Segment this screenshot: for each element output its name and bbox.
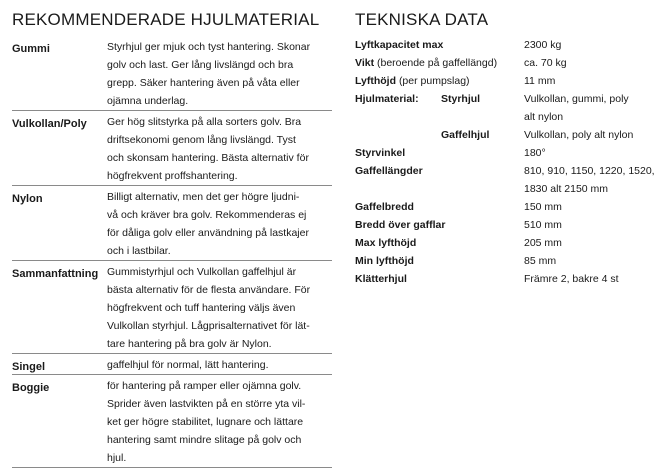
- spec-label: [355, 36, 443, 54]
- spec-value-line: 2300 kg: [524, 39, 562, 51]
- spec-value-line: 510 mm: [524, 219, 562, 231]
- spec-label: [355, 252, 414, 270]
- material-description: [107, 263, 332, 353]
- description-line: gaffelhjul för normal, lätt hantering.: [107, 359, 269, 371]
- spec-label-note: (beroende på gaffellängd): [377, 57, 498, 69]
- spec-value: [524, 234, 562, 252]
- material-term: Singel: [12, 361, 46, 373]
- material-description: [107, 356, 332, 374]
- section-title: TEKNISKA DATA: [355, 10, 489, 29]
- spec-value-line: 85 mm: [524, 255, 557, 267]
- spec-label-text: Lyftkapacitet max: [355, 39, 444, 51]
- spec-label-text: Vikt: [355, 57, 375, 69]
- description-line: tare hantering på bra golv är Nylon.: [107, 338, 272, 350]
- spec-label-note: (per pumpslag): [398, 75, 470, 87]
- spec-label: [355, 270, 407, 288]
- spec-row: [355, 54, 660, 72]
- spec-row: [355, 162, 660, 198]
- spec-value: [524, 270, 619, 288]
- spec-value: [524, 216, 562, 234]
- spec-value-line: ca. 70 kg: [524, 57, 567, 69]
- spec-label: [355, 198, 414, 216]
- description-line: Vulkollan styrhjul. Lågprisalternativet för lät-: [107, 320, 310, 332]
- description-line: hantering samt mindre slitage på golv och: [107, 434, 302, 446]
- spec-row: [355, 144, 660, 162]
- description-line: Ger hög slitstyrka på alla sorters golv. Bra: [107, 116, 302, 128]
- material-description: [107, 113, 332, 185]
- spec-value: [524, 126, 633, 144]
- spec-label: [355, 162, 423, 180]
- spec-value: [524, 72, 555, 90]
- technical-data-list: [355, 36, 660, 288]
- description-line: hjul.: [107, 452, 127, 464]
- spec-sublabel: Gaffelhjul: [441, 129, 490, 141]
- spec-label-text: Bredd över gafflar: [355, 219, 446, 231]
- wheel-material-list: [12, 36, 332, 468]
- spec-row: [355, 234, 660, 252]
- spec-value-line: Vulkollan, poly alt nylon: [524, 129, 634, 141]
- spec-value-line: alt nylon: [524, 111, 564, 123]
- spec-value-line: 1830 alt 2150 mm: [524, 183, 609, 195]
- spec-row: [355, 126, 660, 144]
- spec-value-line: Främre 2, bakre 4 st: [524, 273, 619, 285]
- spec-value: [524, 36, 561, 54]
- spec-row: [355, 36, 660, 54]
- spec-value: [524, 90, 629, 126]
- spec-value-line: 180°: [524, 147, 546, 159]
- spec-label: [355, 144, 405, 162]
- material-description: [107, 38, 332, 110]
- spec-row: [355, 216, 660, 234]
- description-line: för hantering på ramper eller ojämna golv.: [107, 380, 302, 392]
- description-line: ket ger högre stabilitet, lugnare och lättare: [107, 416, 304, 428]
- description-line: och i lastbilar.: [107, 245, 171, 257]
- description-line: grepp. Säker hantering även på våta eller: [107, 77, 300, 89]
- material-term: Gummi: [12, 43, 50, 55]
- spec-value: [524, 252, 556, 270]
- spec-value-line: 11 mm: [524, 75, 556, 87]
- material-term: Boggie: [12, 382, 50, 394]
- spec-label: [355, 54, 497, 72]
- spec-value-line: 150 mm: [524, 201, 562, 213]
- spec-row: [355, 270, 660, 288]
- description-line: högfrekvent och tuff hantering väljs även: [107, 302, 296, 314]
- description-line: Styrhjul ger mjuk och tyst hantering. Skonar: [107, 41, 311, 53]
- spec-label: [355, 234, 416, 252]
- material-description: [107, 377, 332, 467]
- spec-value: [524, 162, 655, 198]
- spec-label: [355, 90, 419, 108]
- material-row: [12, 113, 332, 186]
- spec-label-text: Max lyfthöjd: [355, 237, 417, 249]
- description-line: för dåliga golv eller användning på lastkajer: [107, 227, 309, 239]
- spec-value-line: 205 mm: [524, 237, 562, 249]
- description-line: högfrekvent proffshantering.: [107, 170, 238, 182]
- spec-label-text: Gaffelbredd: [355, 201, 414, 213]
- spec-label-text: Lyfthöjd: [355, 75, 397, 87]
- material-row: [12, 38, 332, 111]
- description-line: Gummistyrhjul och Vulkollan gaffelhjul är: [107, 266, 297, 278]
- description-line: vå och kräver bra golv. Rekommenderas ej: [107, 209, 307, 221]
- material-row: [12, 188, 332, 261]
- material-row: [12, 356, 332, 375]
- material-row: [12, 377, 332, 468]
- material-term: Vulkollan/Poly: [12, 118, 87, 130]
- spec-label-text: Gaffellängder: [355, 165, 423, 177]
- section-title: REKOMMENDERADE HJULMATERIAL: [12, 10, 320, 29]
- description-line: och skonsam hantering. Bästa alternativ för: [107, 152, 309, 164]
- material-term: Sammanfattning: [12, 268, 99, 280]
- material-term: Nylon: [12, 193, 43, 205]
- description-line: Billigt alternativ, men det ger högre ljudni-: [107, 191, 300, 203]
- description-line: Sprider även lastvikten på en större yta vil-: [107, 398, 306, 410]
- spec-row: [355, 72, 660, 90]
- spec-label: [355, 72, 470, 90]
- spec-row: [355, 90, 660, 126]
- spec-label-text: Hjulmaterial:: [355, 93, 419, 105]
- description-line: golv och last. Ger lång livslängd och bra: [107, 59, 294, 71]
- spec-value: [524, 198, 562, 216]
- spec-label-text: Klätterhjul: [355, 273, 407, 285]
- spec-value: [524, 144, 546, 162]
- description-line: driftsekonomi genom lång livslängd. Tyst: [107, 134, 296, 146]
- spec-label-text: Min lyfthöjd: [355, 255, 414, 267]
- spec-label: [355, 216, 445, 234]
- spec-value: [524, 54, 567, 72]
- spec-value-line: 810, 910, 1150, 1220, 1520,: [524, 165, 655, 177]
- material-row: [12, 263, 332, 354]
- spec-value-line: Vulkollan, gummi, poly: [524, 93, 629, 105]
- description-line: bästa alternativ för de flesta användare. För: [107, 284, 311, 296]
- spec-label-text: Styrvinkel: [355, 147, 406, 159]
- spec-row: [355, 198, 660, 216]
- spec-row: [355, 252, 660, 270]
- material-description: [107, 188, 332, 260]
- spec-sublabel: Styrhjul: [441, 93, 481, 105]
- description-line: ojämna underlag.: [107, 95, 189, 107]
